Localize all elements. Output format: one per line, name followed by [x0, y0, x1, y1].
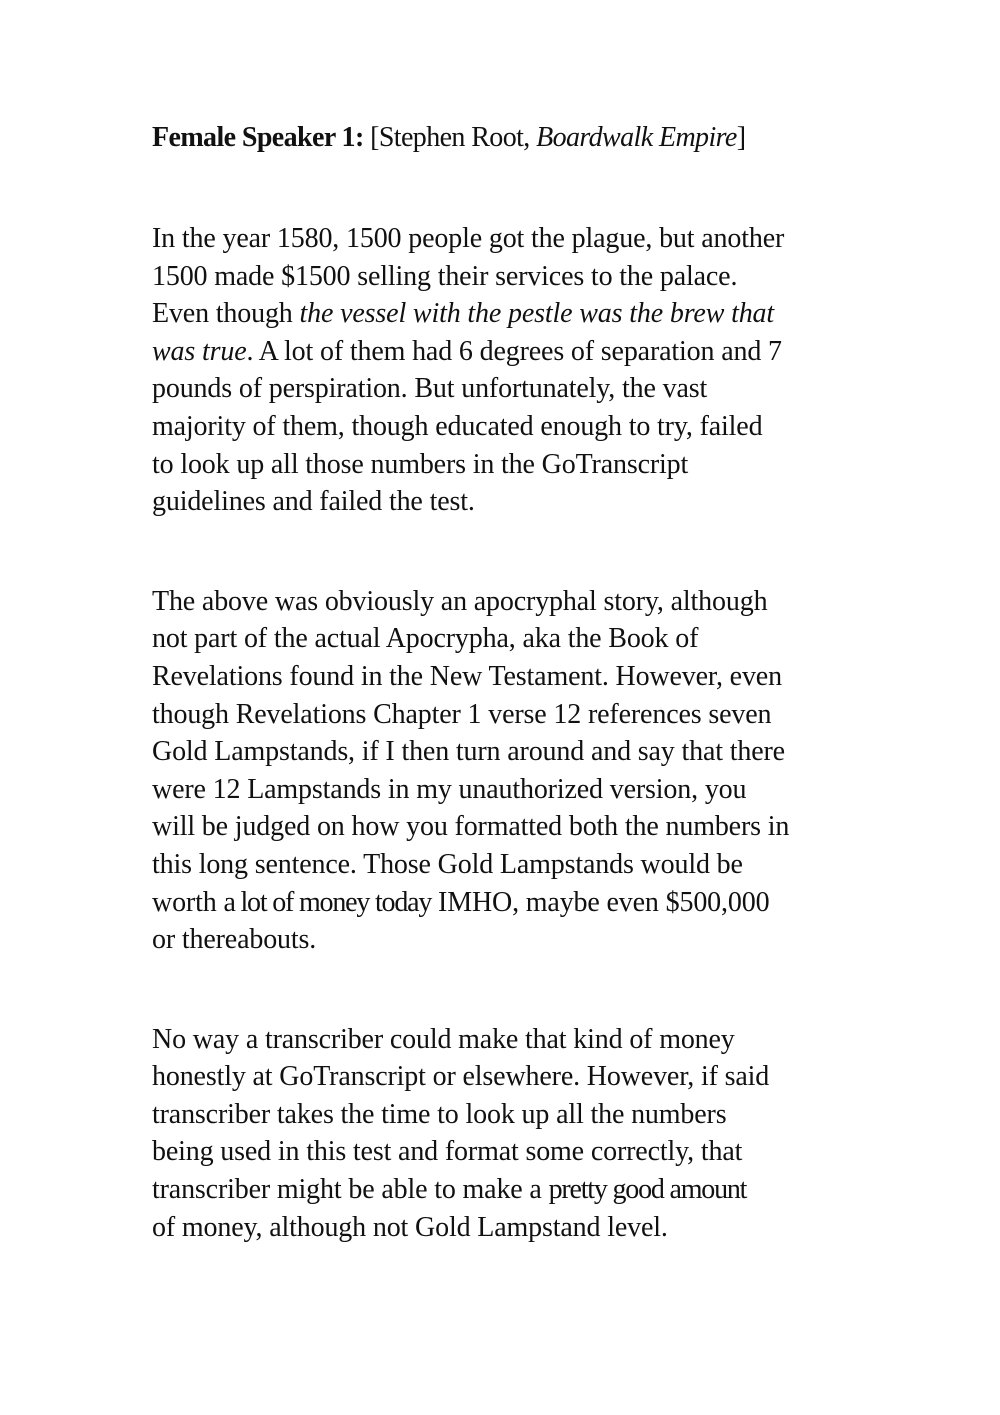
paragraph-1-line-2: 1500 made $1500 selling their services to the palace. [152, 260, 738, 292]
speaker-note-open: [Stephen Root, [370, 122, 537, 153]
paragraph-3-line-4: being used in this test and format some correctly, that [152, 1136, 743, 1168]
paragraph-2-line-8: this long sentence. Those Gold Lampstands would be [152, 848, 743, 880]
paragraph-2-line-9-condensed: a lot of money today [223, 886, 432, 918]
speaker-label: Female Speaker 1: [152, 122, 364, 153]
speaker-note-close: ] [736, 122, 746, 153]
paragraph-1-line-4-italic: was true [152, 335, 247, 367]
document-page [152, 118, 872, 1246]
paragraph-2-line-3: Revelations found in the New Testament. However, even [152, 660, 782, 692]
paragraph-1-line-8: guidelines and failed the test. [152, 486, 475, 518]
paragraph-1-line-6: majority of them, though educated enough to try, failed [152, 410, 763, 442]
paragraph-1-line-3-text: Even though [152, 298, 300, 330]
paragraph-3 [152, 1021, 872, 1247]
paragraph-1-line-4 [152, 333, 872, 371]
paragraph-1-line-5: pounds of perspiration. But unfortunately, the vast [152, 373, 708, 405]
paragraph-2-line-6: were 12 Lampstands in my unauthorized version, you [152, 773, 747, 805]
speaker-note-title: Boardwalk Empire [536, 122, 737, 153]
paragraph-2-line-10: or thereabouts. [152, 924, 317, 956]
paragraph-2-line-4: though Revelations Chapter 1 verse 12 references seven [152, 698, 772, 730]
paragraph-1-line-4-text: . A lot of them had 6 degrees of separation and 7 [246, 335, 782, 367]
paragraph-2-line-9-text-a: worth [152, 886, 224, 918]
paragraph-2-line-1: The above was obviously an apocryphal story, although [152, 585, 768, 617]
paragraph-2-line-9 [152, 884, 872, 922]
paragraph-3-line-2: honestly at GoTranscript or elsewhere. However, if said [152, 1061, 770, 1093]
paragraph-3-line-5-condensed: pretty good amount [548, 1174, 747, 1206]
speaker-line [152, 118, 872, 158]
paragraph-3-line-3: transcriber takes the time to look up all the numbers [152, 1098, 727, 1130]
paragraph-2-line-9-text-c: IMHO, maybe even $500,000 [431, 886, 770, 918]
paragraph-3-line-1: No way a transcriber could make that kind of money [152, 1023, 735, 1055]
paragraph-1-line-3 [152, 295, 872, 333]
paragraph-2-line-2: not part of the actual Apocrypha, aka the Book of [152, 623, 699, 655]
paragraph-3-line-5 [152, 1171, 872, 1209]
paragraph-2 [152, 583, 872, 959]
paragraph-1-line-7: to look up all those numbers in the GoTranscript [152, 448, 689, 480]
paragraph-2-line-7: will be judged on how you formatted both the numbers in [152, 811, 790, 843]
paragraph-3-line-5-text: transcriber might be able to make a [152, 1174, 549, 1206]
paragraph-3-line-6: of money, although not Gold Lampstand level. [152, 1211, 668, 1243]
paragraph-1-line-3-italic: the vessel with the pestle was the brew that [299, 298, 775, 330]
paragraph-1-line-1: In the year 1580, 1500 people got the plague, but another [152, 223, 785, 254]
paragraph-2-line-5: Gold Lampstands, if I then turn around and say that there [152, 736, 785, 768]
paragraph-1 [152, 220, 872, 521]
